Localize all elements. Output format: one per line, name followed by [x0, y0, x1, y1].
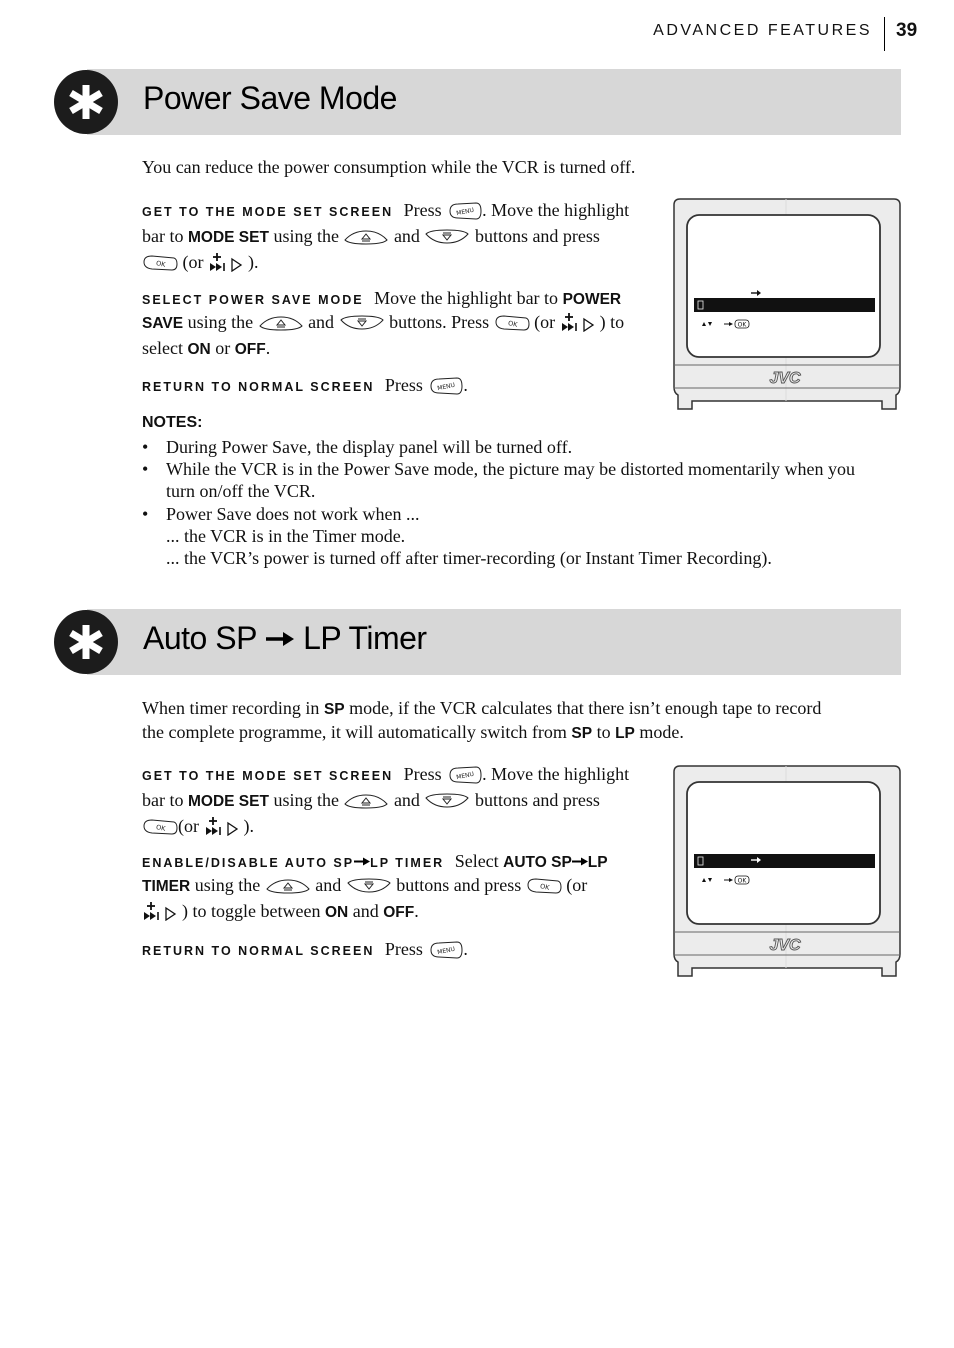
svg-text:OK: OK: [737, 321, 747, 329]
ok-button-icon: [142, 254, 178, 277]
svg-text:MENU: MENU: [455, 206, 475, 218]
step-text: and: [315, 875, 342, 895]
keyword: SP: [571, 725, 593, 742]
label-part: ENABLE/DISABLE AUTO SP: [142, 856, 355, 870]
arrow-right-icon: [265, 631, 295, 647]
tv-screen-auto-sp: [672, 764, 902, 980]
step-text: ).: [248, 252, 259, 272]
step-text: .: [463, 375, 468, 395]
title-part: Auto SP: [143, 620, 257, 656]
sub-note: ... the VCR is in the Timer mode.: [166, 526, 406, 546]
step-text: buttons and press: [474, 790, 600, 810]
running-header: ADVANCED FEATURES: [653, 22, 872, 39]
keyword: ON: [324, 904, 349, 921]
ff-play-icon: [142, 901, 182, 926]
note-text: While the VCR is in the Power Save mode, the picture may be distorted momentarily when you turn on/off the VCR.: [166, 459, 856, 501]
up-button-icon: [343, 792, 389, 815]
menu-button-icon: [427, 377, 463, 400]
keyword-part: LP: [587, 854, 608, 871]
arrow-right-icon: [572, 857, 588, 866]
menu-button-icon: [427, 941, 463, 964]
step-text: Press: [403, 764, 442, 784]
menu-button-icon: [446, 766, 482, 789]
down-button-icon: [424, 792, 470, 815]
ff-play-icon: [204, 816, 244, 841]
intro-text: [142, 697, 887, 745]
asterisk-icon: [54, 610, 118, 674]
step-label: GET TO THE MODE SET SCREEN: [142, 205, 394, 219]
step-text: (or: [182, 252, 204, 272]
keyword: LP: [615, 725, 635, 742]
step-text: . Move the highlight: [482, 764, 630, 784]
step-get-mode-set: [142, 763, 647, 841]
ok-button-icon: [142, 818, 178, 841]
svg-text:OK: OK: [155, 259, 167, 269]
step-text: bar to: [142, 790, 184, 810]
intro-part: to: [596, 722, 611, 742]
step-text: buttons and press: [474, 226, 600, 246]
svg-text:MENU: MENU: [437, 381, 457, 393]
down-button-icon: [424, 228, 470, 251]
note-text: Power Save does not work when ...: [166, 504, 420, 524]
keyword: MODE SET: [187, 793, 269, 810]
ff-play-icon: [208, 252, 248, 277]
keyword: POWER: [562, 291, 622, 308]
svg-text:MENU: MENU: [437, 945, 457, 957]
intro-part: When timer recording in: [142, 698, 320, 718]
ff-play-icon: [560, 312, 600, 337]
keyword: [503, 854, 607, 871]
step-text: and: [393, 226, 420, 246]
step-text: Press: [384, 939, 423, 959]
step-text: buttons. Press: [389, 312, 490, 332]
down-button-icon: [339, 314, 385, 337]
intro-part: the complete programme, it will automatically switch from: [142, 722, 567, 742]
keyword: ON: [187, 341, 211, 358]
up-button-icon: [258, 314, 304, 337]
tv-illustration: [672, 764, 900, 978]
step-text: ) to toggle between: [182, 901, 321, 921]
keyword: OFF: [383, 904, 415, 921]
step-label: GET TO THE MODE SET SCREEN: [142, 769, 394, 783]
svg-text:JVC: JVC: [769, 370, 801, 387]
page-number: 39: [896, 20, 918, 41]
step-text: and: [393, 790, 420, 810]
svg-text:JVC: JVC: [769, 937, 801, 954]
step-text: (or: [178, 816, 199, 836]
step-text: and: [352, 901, 379, 921]
step-text: using the: [187, 312, 254, 332]
svg-text:OK: OK: [506, 319, 518, 329]
step-text: .: [463, 939, 468, 959]
asterisk-icon: [54, 70, 118, 134]
tv-illustration: [672, 197, 900, 411]
step-text: using the: [273, 790, 339, 810]
section-bar-auto-sp: [87, 609, 901, 675]
step-text: Press: [403, 200, 442, 220]
step-text: buttons and press: [396, 875, 522, 895]
up-button-icon: [343, 228, 389, 251]
up-button-icon: [265, 877, 311, 900]
note-text: During Power Save, the display panel will be turned off.: [166, 437, 573, 457]
step-text: Move the highlight bar to: [374, 288, 559, 308]
down-button-icon: [346, 877, 392, 900]
notes-heading: NOTES:: [142, 414, 203, 431]
step-label: [142, 856, 444, 870]
step-label: RETURN TO NORMAL SCREEN: [142, 380, 375, 394]
header-divider: [884, 17, 885, 51]
section-title: Power Save Mode: [143, 80, 397, 116]
step-select-power-save: [142, 287, 652, 361]
step-text: . Move the highlight: [482, 200, 630, 220]
sub-note: ... the VCR’s power is turned off after timer-recording (or Instant Timer Recording).: [166, 548, 772, 568]
title-part: LP Timer: [303, 620, 427, 656]
keyword: SAVE: [142, 315, 184, 332]
note-item: • While the VCR is in the Power Save mode, the picture may be distorted momentarily when you turn on/off the VCR.: [142, 458, 882, 502]
keyword: TIMER: [142, 878, 191, 895]
step-text: or: [215, 338, 231, 358]
keyword: SP: [323, 701, 345, 718]
label-part: LP TIMER: [370, 856, 445, 870]
step-label: SELECT POWER SAVE MODE: [142, 293, 364, 307]
step-text: (or: [534, 312, 556, 332]
svg-text:OK: OK: [539, 882, 550, 892]
step-label: RETURN TO NORMAL SCREEN: [142, 944, 375, 958]
intro-part: mode, if the VCR calculates that there isn’t enough tape to record: [349, 698, 822, 718]
note-item: • During Power Save, the display panel will be turned off.: [142, 436, 882, 458]
ok-button-icon: [494, 314, 530, 337]
step-text: using the: [273, 226, 339, 246]
intro-text: You can reduce the power consumption while the VCR is turned off.: [142, 157, 636, 177]
step-text: and: [308, 312, 335, 332]
keyword: OFF: [234, 341, 266, 358]
ok-button-icon: [526, 877, 562, 900]
step-text: ) to: [599, 312, 625, 332]
step-return-normal: [142, 374, 468, 400]
step-enable-auto-sp: [142, 850, 652, 926]
step-return-normal: [142, 938, 468, 964]
note-item: • Power Save does not work when ...: [142, 503, 882, 525]
step-text: using the: [194, 875, 261, 895]
svg-text:OK: OK: [155, 823, 167, 833]
step-text: .: [265, 338, 271, 358]
keyword: MODE SET: [187, 229, 269, 246]
step-text: select: [142, 338, 183, 358]
tv-screen-power-save: [672, 197, 902, 413]
step-text: (or: [566, 875, 588, 895]
step-text: ).: [243, 816, 254, 836]
menu-button-icon: [446, 202, 482, 225]
step-text: bar to: [142, 226, 184, 246]
step-text: Select: [454, 851, 499, 871]
step-text: Press: [384, 375, 423, 395]
step-get-mode-set: [142, 199, 647, 277]
svg-text:MENU: MENU: [455, 770, 475, 782]
keyword-part: AUTO SP: [503, 854, 572, 871]
svg-text:OK: OK: [737, 877, 747, 885]
section-title: [143, 620, 427, 657]
intro-part: mode.: [639, 722, 684, 742]
section-bar-power-save: [87, 69, 901, 135]
arrow-right-icon: [354, 857, 370, 866]
step-text: .: [414, 901, 419, 921]
